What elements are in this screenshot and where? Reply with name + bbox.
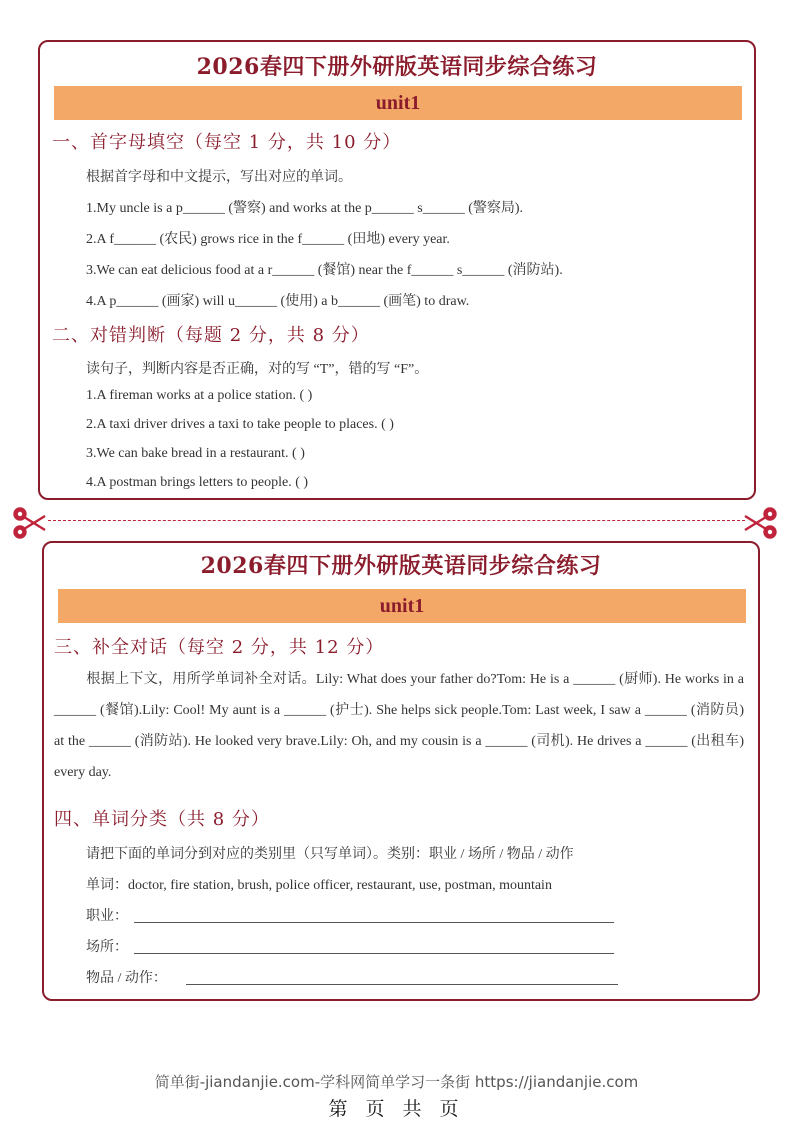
scissors-icon	[12, 505, 48, 541]
section2-item: 2.A taxi driver drives a taxi to take people to places. ( )	[86, 417, 394, 432]
card2-unit-bar: unit1	[58, 589, 746, 623]
category-label-occupation: 职业：	[86, 909, 128, 924]
card1-unit-bar: unit1	[54, 86, 742, 120]
section4-instruction: 请把下面的单词分到对应的类别里（只写单词）。类别：职业 / 场所 / 物品 / 动作	[86, 847, 574, 862]
answer-line-item-action[interactable]	[186, 984, 618, 985]
section4-heading: 四、单词分类（共 8 分）	[54, 809, 270, 830]
section1-item: 2.A f______ (农民) grows rice in the f______ (田地) every year.	[86, 232, 450, 247]
section3-paragraph-text: 根据上下文，用所学单词补全对话。Lily: What does your father do?Tom: He is a ______ (厨师). He works in a ______ (餐馆).Lily: Cool! My aunt is a ______ (护士). She helps sick people.Tom: Last week, I saw a ______ (消防员) at the ______ (消防站). He looked very brave.Lily: Oh, and my cousin is a ______ (司机). He drives a ______ (出租车) every day.	[54, 672, 744, 780]
page-number: 第 页 共 页	[328, 1098, 465, 1120]
worksheet-card-2	[42, 541, 760, 1001]
section1-item: 1.My uncle is a p______ (警察) and works at the p______ s______ (警察局).	[86, 201, 524, 216]
category-label-place: 场所：	[86, 940, 128, 955]
card2-title: 2026春四下册外研版英语同步综合练习	[200, 553, 602, 579]
section2-item: 1.A fireman works at a police station. ( )	[86, 388, 313, 403]
section1-item: 3.We can eat delicious food at a r______ (餐馆) near the f______ s______ (消防站).	[86, 263, 563, 278]
card1-title: 2026春四下册外研版英语同步综合练习	[196, 54, 598, 80]
section2-instruction: 读句子，判断内容是否正确，对的写 “T”，错的写 “F”。	[86, 362, 429, 377]
section2-heading: 二、对错判断（每题 2 分，共 8 分）	[52, 325, 370, 346]
section3-paragraph	[54, 664, 744, 788]
category-label-item-action: 物品 / 动作：	[86, 971, 167, 986]
scissors-icon	[742, 505, 778, 541]
worksheet-card-1	[38, 40, 756, 500]
section2-item: 3.We can bake bread in a restaurant. ( )	[86, 446, 305, 461]
section1-item: 4.A p______ (画家) will u______ (使用) a b______ (画笔) to draw.	[86, 294, 470, 309]
cut-line	[48, 520, 745, 521]
answer-line-occupation[interactable]	[134, 922, 614, 923]
section3-heading: 三、补全对话（每空 2 分，共 12 分）	[54, 637, 385, 658]
section2-item: 4.A postman brings letters to people. ( )	[86, 475, 309, 490]
answer-line-place[interactable]	[134, 953, 614, 954]
section1-heading: 一、首字母填空（每空 1 分，共 10 分）	[52, 132, 402, 153]
section4-word-list: 单词：doctor, fire station, brush, police officer, restaurant, use, postman, mountain	[86, 878, 552, 893]
footer-site: 简单街-jiandanjie.com-学科网简单学习一条街 https://jiandanjie.com	[154, 1073, 639, 1091]
section1-instruction: 根据首字母和中文提示，写出对应的单词。	[86, 170, 352, 185]
